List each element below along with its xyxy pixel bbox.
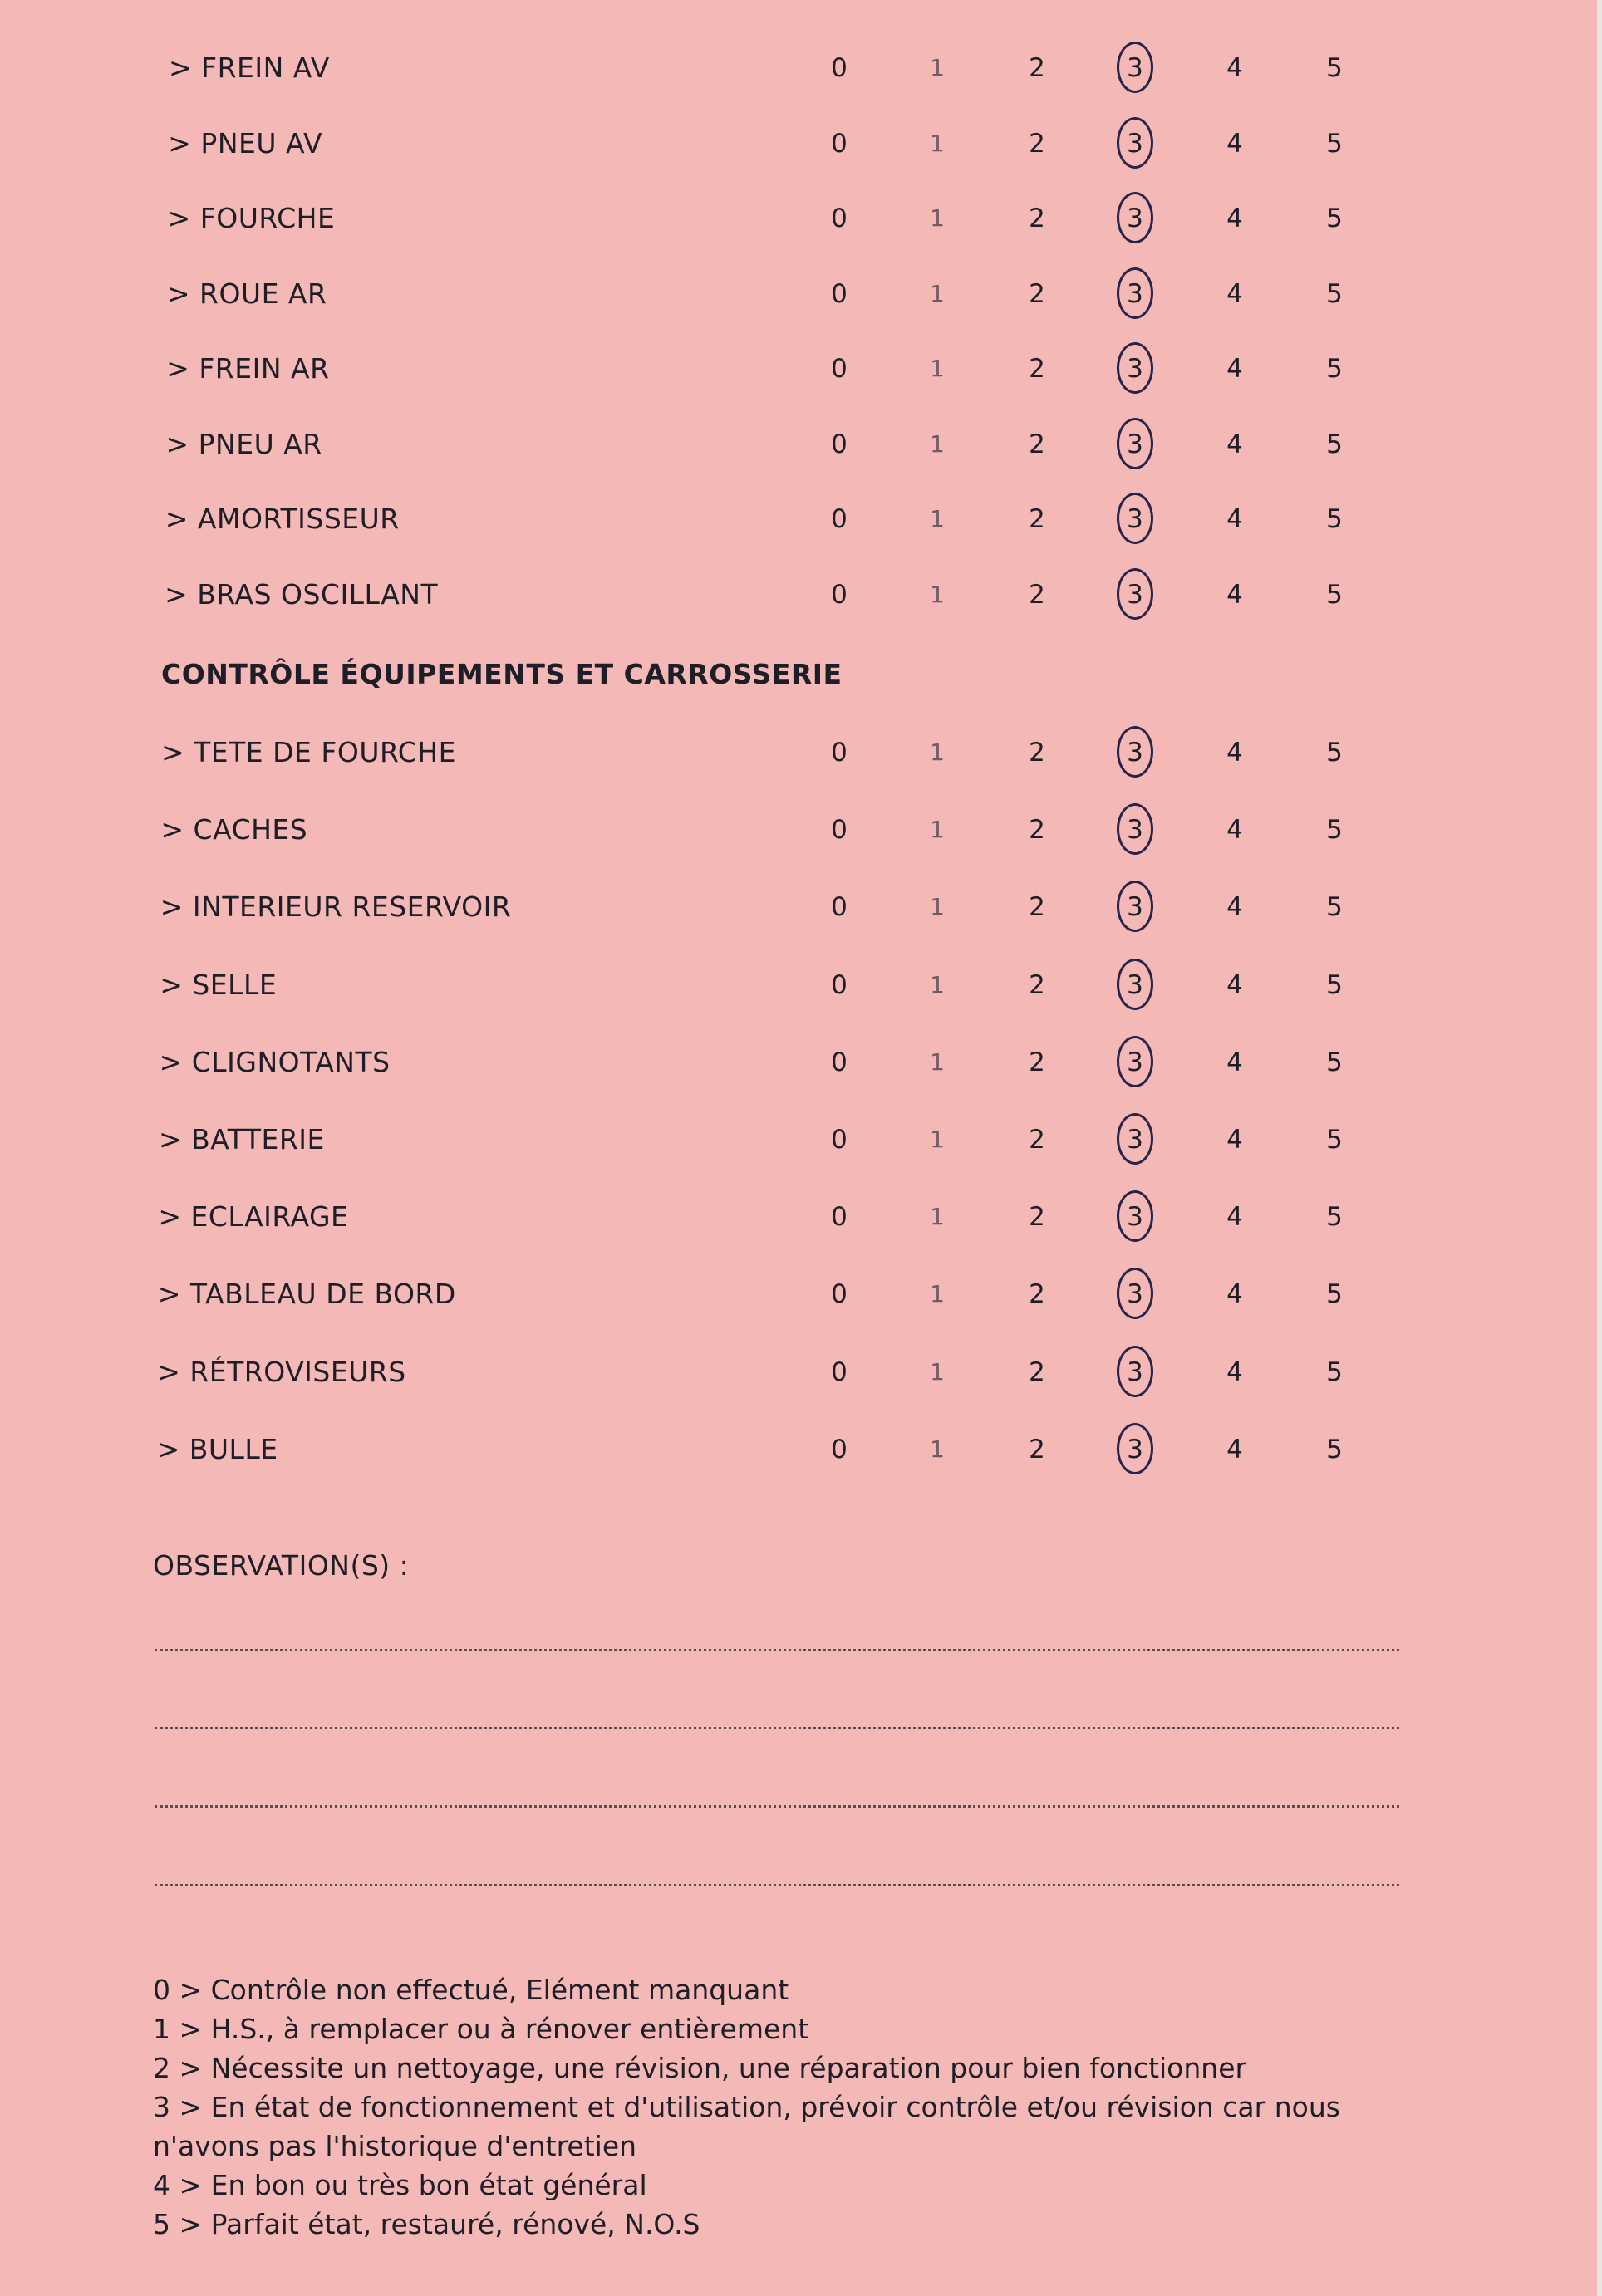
checklist-row xyxy=(0,1115,1597,1165)
score-option-0[interactable]: 0 xyxy=(831,429,848,459)
checklist-row xyxy=(0,269,1597,319)
score-option-1[interactable]: 1 xyxy=(930,1357,945,1386)
score-option-0[interactable]: 0 xyxy=(831,579,848,610)
score-option-2[interactable]: 2 xyxy=(1029,892,1045,923)
score-option-2[interactable]: 2 xyxy=(1029,204,1045,233)
item-label: > FREIN AV xyxy=(169,52,330,84)
score-option-5[interactable]: 5 xyxy=(1326,579,1343,610)
item-label: > BATTERIE xyxy=(159,1123,325,1155)
score-option-2[interactable]: 2 xyxy=(1029,504,1045,534)
score-option-4[interactable]: 4 xyxy=(1226,1357,1243,1387)
item-label: > CACHES xyxy=(160,813,308,846)
checklist-row xyxy=(0,1347,1597,1397)
score-option-3[interactable]: 3 xyxy=(1127,53,1143,83)
selected-score-circle xyxy=(1117,192,1153,243)
score-option-5[interactable]: 5 xyxy=(1326,278,1343,309)
score-option-2[interactable]: 2 xyxy=(1029,53,1045,83)
checklist-row xyxy=(0,805,1597,855)
score-option-2[interactable]: 2 xyxy=(1029,969,1045,1000)
checklist-row xyxy=(0,570,1597,620)
score-option-5[interactable]: 5 xyxy=(1326,53,1343,83)
score-option-0[interactable]: 0 xyxy=(831,738,848,768)
item-label: > PNEU AV xyxy=(168,126,323,159)
item-label: > ROUE AR xyxy=(166,277,327,310)
score-option-3[interactable]: 3 xyxy=(1127,1357,1143,1387)
score-option-5[interactable]: 5 xyxy=(1326,1125,1343,1155)
score-option-3[interactable]: 3 xyxy=(1127,815,1143,846)
score-option-4[interactable]: 4 xyxy=(1226,128,1243,159)
checklist-row xyxy=(0,344,1597,394)
score-option-2[interactable]: 2 xyxy=(1029,1202,1045,1233)
score-option-4[interactable]: 4 xyxy=(1226,53,1243,83)
score-option-0[interactable]: 0 xyxy=(831,1434,848,1464)
item-label: > INTERIEUR RESERVOIR xyxy=(160,890,512,924)
score-option-0[interactable]: 0 xyxy=(831,1047,848,1077)
score-option-2[interactable]: 2 xyxy=(1029,1279,1045,1310)
score-option-3[interactable]: 3 xyxy=(1127,1434,1143,1464)
selected-score-circle xyxy=(1117,1036,1153,1087)
score-option-0[interactable]: 0 xyxy=(831,969,848,1000)
score-option-3[interactable]: 3 xyxy=(1127,1279,1143,1310)
score-option-0[interactable]: 0 xyxy=(831,204,848,233)
item-label: > ECLAIRAGE xyxy=(158,1200,349,1234)
selected-score-circle xyxy=(1117,267,1153,319)
score-option-4[interactable]: 4 xyxy=(1226,969,1243,1000)
score-option-2[interactable]: 2 xyxy=(1029,354,1045,384)
score-option-5[interactable]: 5 xyxy=(1326,969,1343,1000)
score-option-2[interactable]: 2 xyxy=(1029,738,1045,768)
item-label: > CLIGNOTANTS xyxy=(159,1045,391,1078)
score-option-4[interactable]: 4 xyxy=(1226,204,1243,233)
score-option-0[interactable]: 0 xyxy=(831,1202,848,1233)
observation-line[interactable] xyxy=(155,1727,1399,1729)
score-option-2[interactable]: 2 xyxy=(1029,128,1045,159)
score-option-2[interactable]: 2 xyxy=(1029,1357,1045,1387)
checklist-row xyxy=(0,194,1597,243)
score-option-2[interactable]: 2 xyxy=(1029,1125,1045,1155)
score-option-1[interactable]: 1 xyxy=(930,1047,945,1076)
score-option-5[interactable]: 5 xyxy=(1326,354,1343,384)
checklist-row xyxy=(0,1425,1597,1474)
score-option-5[interactable]: 5 xyxy=(1326,1357,1343,1387)
selected-score-circle xyxy=(1117,881,1153,932)
score-option-0[interactable]: 0 xyxy=(831,354,848,384)
score-option-1[interactable]: 1 xyxy=(930,129,945,157)
selected-score-circle xyxy=(1117,342,1153,394)
score-option-1[interactable]: 1 xyxy=(930,816,945,844)
score-option-1[interactable]: 1 xyxy=(930,1203,945,1231)
checklist-row xyxy=(0,882,1597,932)
score-option-1[interactable]: 1 xyxy=(930,1280,945,1308)
score-option-2[interactable]: 2 xyxy=(1029,579,1045,610)
observation-line[interactable] xyxy=(155,1805,1399,1808)
checklist-row xyxy=(0,1038,1597,1087)
item-label: > AMORTISSEUR xyxy=(165,503,400,535)
score-option-5[interactable]: 5 xyxy=(1326,429,1343,459)
score-option-0[interactable]: 0 xyxy=(831,892,848,923)
score-option-5[interactable]: 5 xyxy=(1326,1434,1343,1464)
selected-score-circle xyxy=(1117,568,1153,620)
score-option-3[interactable]: 3 xyxy=(1127,1202,1143,1233)
score-option-1[interactable]: 1 xyxy=(930,279,945,307)
score-option-0[interactable]: 0 xyxy=(831,53,848,83)
score-option-4[interactable]: 4 xyxy=(1226,278,1243,309)
legend-line: 0 > Contrôle non effectué, Elément manquant xyxy=(153,1974,789,2006)
score-option-3[interactable]: 3 xyxy=(1127,969,1143,1000)
selected-score-circle xyxy=(1117,493,1153,544)
score-option-1[interactable]: 1 xyxy=(930,505,945,532)
score-option-1[interactable]: 1 xyxy=(930,580,945,608)
item-label: > SELLE xyxy=(160,968,278,1001)
selected-score-circle xyxy=(1117,1190,1153,1242)
score-option-4[interactable]: 4 xyxy=(1226,504,1243,534)
score-option-0[interactable]: 0 xyxy=(831,278,848,309)
checklist-row xyxy=(0,494,1597,544)
score-option-1[interactable]: 1 xyxy=(930,893,945,921)
score-option-0[interactable]: 0 xyxy=(831,1125,848,1155)
score-option-5[interactable]: 5 xyxy=(1326,128,1343,159)
item-label: > BULLE xyxy=(156,1432,278,1465)
checklist-row xyxy=(0,1192,1597,1242)
score-option-3[interactable]: 3 xyxy=(1127,1047,1143,1077)
score-option-3[interactable]: 3 xyxy=(1127,1125,1143,1155)
score-option-5[interactable]: 5 xyxy=(1326,1047,1343,1077)
section-title: CONTRÔLE ÉQUIPEMENTS ET CARROSSERIE xyxy=(161,658,843,690)
item-label: > FREIN AR xyxy=(166,352,330,385)
score-option-3[interactable]: 3 xyxy=(1127,738,1143,768)
score-option-1[interactable]: 1 xyxy=(930,54,945,81)
score-option-2[interactable]: 2 xyxy=(1029,429,1045,459)
legend-line: 4 > En bon ou très bon état général xyxy=(153,2169,647,2201)
score-option-3[interactable]: 3 xyxy=(1127,354,1143,384)
checklist-row xyxy=(0,119,1597,169)
selected-score-circle xyxy=(1117,803,1153,855)
legend-line: 3 > En état de fonctionnement et d'utilisation, prévoir contrôle et/ou révision car nous xyxy=(153,2091,1340,2123)
checklist-row xyxy=(0,1269,1597,1319)
score-option-5[interactable]: 5 xyxy=(1326,204,1343,233)
selected-score-circle xyxy=(1117,959,1153,1010)
selected-score-circle xyxy=(1117,418,1153,469)
item-label: > FOURCHE xyxy=(167,202,336,234)
selected-score-circle xyxy=(1117,1346,1153,1397)
score-option-1[interactable]: 1 xyxy=(930,970,945,998)
score-option-1[interactable]: 1 xyxy=(930,1435,945,1463)
score-option-5[interactable]: 5 xyxy=(1326,1202,1343,1233)
score-option-4[interactable]: 4 xyxy=(1226,892,1243,923)
observation-line[interactable] xyxy=(155,1884,1399,1886)
score-option-4[interactable]: 4 xyxy=(1226,354,1243,384)
selected-score-circle xyxy=(1117,726,1153,778)
score-option-0[interactable]: 0 xyxy=(831,1357,848,1387)
score-option-4[interactable]: 4 xyxy=(1226,579,1243,610)
checklist-row xyxy=(0,419,1597,469)
score-option-1[interactable]: 1 xyxy=(930,355,945,382)
score-option-1[interactable]: 1 xyxy=(930,429,945,458)
checklist-row xyxy=(0,728,1597,778)
score-option-4[interactable]: 4 xyxy=(1226,815,1243,846)
legend-line: 1 > H.S., à remplacer ou à rénover entièrement xyxy=(153,2013,809,2045)
legend-line: 2 > Nécessite un nettoyage, une révision, une réparation pour bien fonctionner xyxy=(153,2052,1247,2084)
score-option-4[interactable]: 4 xyxy=(1226,1202,1243,1233)
score-option-4[interactable]: 4 xyxy=(1226,1434,1243,1464)
observations-label: OBSERVATION(S) : xyxy=(153,1549,410,1582)
score-option-3[interactable]: 3 xyxy=(1127,504,1143,534)
score-option-5[interactable]: 5 xyxy=(1326,815,1343,846)
score-option-5[interactable]: 5 xyxy=(1326,504,1343,534)
selected-score-circle xyxy=(1117,117,1153,169)
score-option-3[interactable]: 3 xyxy=(1127,278,1143,309)
selected-score-circle xyxy=(1117,1268,1153,1319)
score-option-5[interactable]: 5 xyxy=(1326,1279,1343,1310)
item-label: > PNEU AR xyxy=(165,427,322,460)
score-option-3[interactable]: 3 xyxy=(1127,579,1143,610)
score-option-1[interactable]: 1 xyxy=(930,738,945,766)
selected-score-circle xyxy=(1117,1113,1153,1165)
selected-score-circle xyxy=(1117,1423,1153,1474)
item-label: > TETE DE FOURCHE xyxy=(161,736,456,768)
score-option-4[interactable]: 4 xyxy=(1226,738,1243,768)
score-option-1[interactable]: 1 xyxy=(930,204,945,232)
item-label: > RÉTROVISEURS xyxy=(157,1355,406,1388)
score-option-2[interactable]: 2 xyxy=(1029,278,1045,309)
score-option-5[interactable]: 5 xyxy=(1326,892,1343,923)
score-option-2[interactable]: 2 xyxy=(1029,815,1045,846)
score-option-2[interactable]: 2 xyxy=(1029,1434,1045,1464)
score-option-4[interactable]: 4 xyxy=(1226,1047,1243,1077)
score-option-0[interactable]: 0 xyxy=(831,128,848,159)
item-label: > BRAS OSCILLANT xyxy=(165,577,439,611)
rating-legend xyxy=(153,1970,1449,2244)
score-option-3[interactable]: 3 xyxy=(1127,204,1143,233)
score-option-1[interactable]: 1 xyxy=(930,1126,945,1153)
observation-line[interactable] xyxy=(155,1649,1399,1651)
score-option-4[interactable]: 4 xyxy=(1226,1125,1243,1155)
score-option-3[interactable]: 3 xyxy=(1127,892,1143,923)
legend-line: n'avons pas l'historique d'entretien xyxy=(153,2130,637,2162)
score-option-3[interactable]: 3 xyxy=(1127,429,1143,459)
score-option-0[interactable]: 0 xyxy=(831,504,848,534)
score-option-2[interactable]: 2 xyxy=(1029,1047,1045,1077)
score-option-4[interactable]: 4 xyxy=(1226,1279,1243,1310)
score-option-5[interactable]: 5 xyxy=(1326,738,1343,768)
selected-score-circle xyxy=(1117,42,1153,93)
item-label: > TABLEAU DE BORD xyxy=(157,1278,456,1311)
checklist-row xyxy=(0,960,1597,1010)
score-option-3[interactable]: 3 xyxy=(1127,128,1143,159)
score-option-0[interactable]: 0 xyxy=(831,815,848,846)
score-option-4[interactable]: 4 xyxy=(1226,429,1243,459)
legend-line: 5 > Parfait état, restauré, rénové, N.O.S xyxy=(153,2208,700,2240)
score-option-0[interactable]: 0 xyxy=(831,1279,848,1310)
checklist-row xyxy=(0,43,1597,93)
